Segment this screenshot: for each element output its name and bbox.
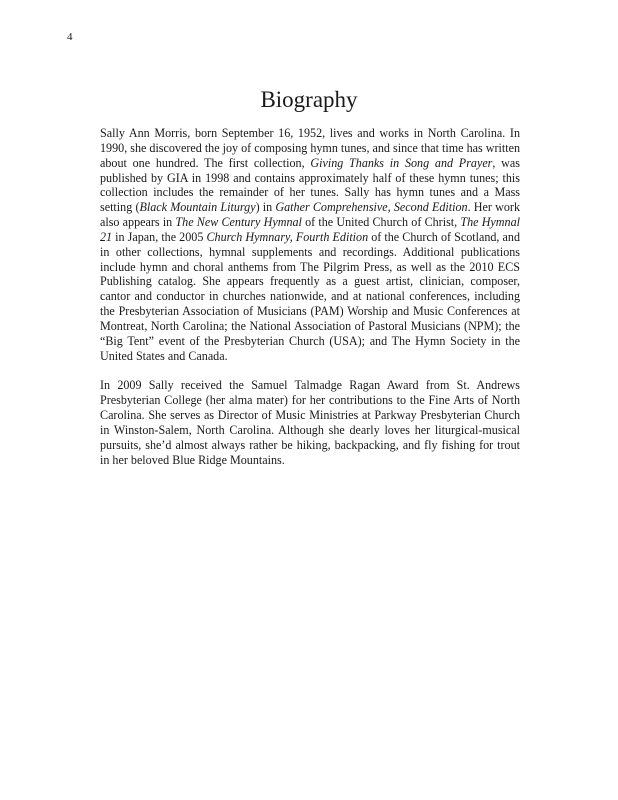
book-title: The New Century Hymnal bbox=[175, 215, 302, 230]
text-run: of the United Church of Christ, bbox=[301, 215, 461, 230]
text-run: . Her work also appears in bbox=[100, 200, 520, 230]
text-run: , was published by GIA in 1998 and contains approximately half of these hymn tunes; this collection includes the remainder of her tunes. Sally has hymn tunes and a Mass setting ( bbox=[100, 155, 520, 215]
book-title: The Hymnal 21 bbox=[100, 215, 520, 244]
work-title: Black Mountain Liturgy bbox=[139, 200, 256, 215]
book-title: Church Hymnary, Fourth Edition bbox=[206, 229, 369, 244]
text-run: in Japan, the 2005 bbox=[112, 229, 207, 244]
text-run: ) in bbox=[255, 200, 276, 215]
book-title: Giving Thanks in Song and Prayer bbox=[310, 155, 493, 170]
book-title: Gather Comprehensive, Second Edition bbox=[275, 200, 468, 215]
biography-body bbox=[100, 126, 520, 467]
biography-paragraph-1 bbox=[100, 126, 520, 364]
page-number: 4 bbox=[67, 31, 73, 43]
text-run: of the Church of Scotland, and in other collections, hymnal supplements and recordings. Additional publications include hymn and choral anthems from The Pilgrim Press, as well as the 2010 ECS Publishing catalog. She appears frequently as a guest artist, clinician, composer, cantor and conductor in churches nationwide, and at national conferences, including the Presbyterian Association of Musicians (PAM) Worship and Music Conferences at Montreat, North Carolina; the National Association of Pastoral Musicians (NPM); the “Big Tent” event of the Presbyterian Church (USA); and The Hymn Society in the United States and Canada. bbox=[100, 229, 521, 363]
biography-paragraph-2: In 2009 Sally received the Samuel Talmadge Ragan Award from St. Andrews Presbyterian College (her alma mater) for her contributions to the Fine Arts of North Carolina. She serves as Director of Music Ministries at Parkway Presbyterian Church in Winston-Salem, North Carolina. Although she dearly loves her liturgical-musical pursuits, she’d almost always rather be hiking, backpacking, and fly fishing for trout in her beloved Blue Ridge Mountains. bbox=[100, 378, 520, 467]
page-title: Biography bbox=[260, 87, 358, 112]
text-run: Sally Ann Morris, born September 16, 1952, lives and works in North Carolina. In 1990, she discovered the joy of composing hymn tunes, and since that time has written about one hundred. The first collection, bbox=[100, 126, 520, 170]
